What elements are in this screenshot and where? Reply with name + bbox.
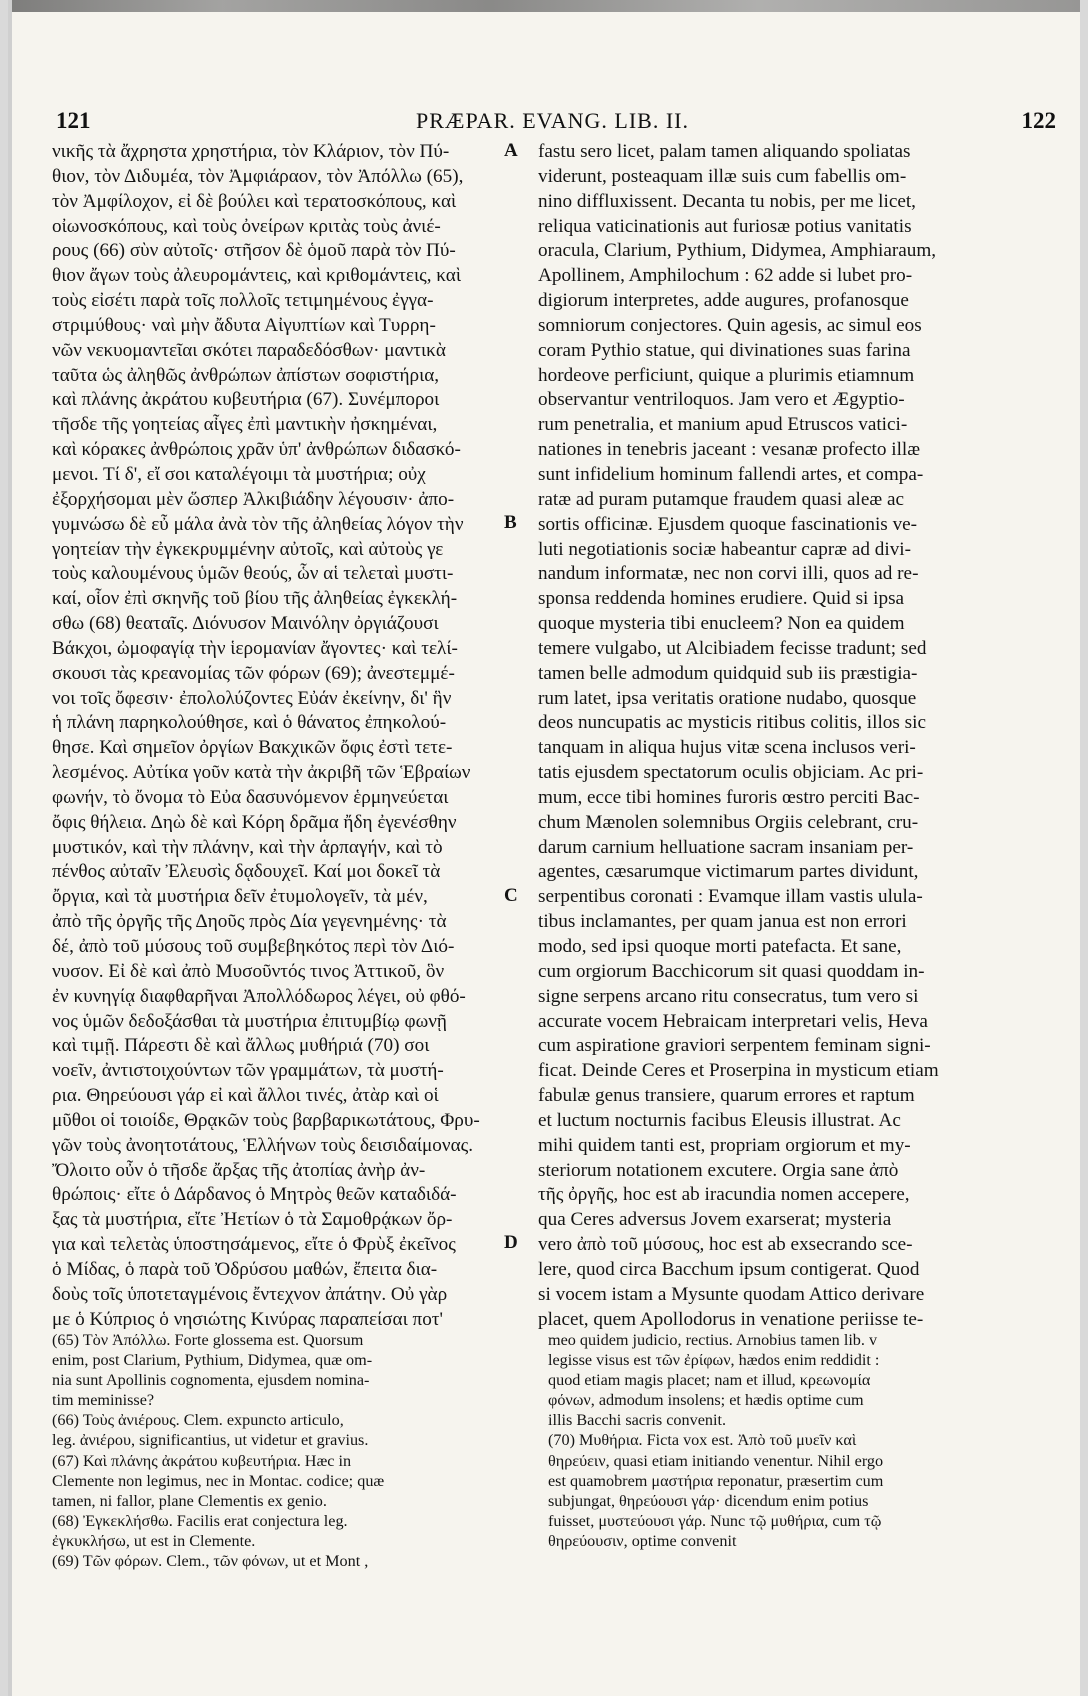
latin-text-line: sortis officinæ. Ejusdem quoque fascinationis ve- — [538, 513, 918, 535]
footnote-line: illis Bacchi sacris convenit. — [548, 1411, 727, 1430]
greek-text-line: ξας τὰ μυστήρια, εἴτε Ἠετίων ὁ τὰ Σαμοθρᾴκων ὄρ- — [52, 1209, 453, 1231]
greek-text-line: ἡ πλάνη παρηκολούθησε, καὶ ὁ θάνατος ἐπηκολού- — [52, 712, 447, 734]
latin-text-line: coram Pythio statue, qui divinationes suas farina — [538, 339, 911, 361]
footnote-line: (66) Τοὺς ἀνιέρους. Clem. expuncto articulo, — [52, 1411, 344, 1430]
greek-text-line: για καὶ τελετὰς ὑποστησάμενος, εἴτε ὁ Φρὺξ ἐκεῖνος — [52, 1234, 456, 1256]
greek-text-line: γυμνώσω δὲ εὖ μάλα ἀνὰ τὸν τῆς ἀληθείας λόγον τὴν — [52, 513, 464, 535]
latin-text-line: lere, quod circa Bacchum ipsum contigerat. Quod — [538, 1258, 920, 1280]
page-number-right: 122 — [1021, 108, 1056, 133]
footnote-line: θηρεύειν, quasi etiam initiando venentur. Nihil ergo — [548, 1451, 884, 1470]
greek-text-line: γοητείαν τὴν ἐγκεκρυμμένην αὐτοῖς, καὶ αὐτοὺς γε — [52, 538, 444, 560]
latin-text-line: rum latet, ipsa veritatis oratione nudabo, quosque — [538, 687, 917, 709]
footnote-line: leg. ἀνιέρου, significantius, ut videtur et gravius. — [52, 1431, 369, 1450]
section-marker-b: B — [504, 512, 517, 533]
footnote-line: (68) Ἐγκεκλήσθω. Facilis erat conjectura leg. — [52, 1511, 348, 1530]
latin-text-line: τῆς ὀργῆς, hoc est ab iracundia nomen accepere, — [538, 1184, 910, 1206]
footnote-line: fuisset, μυστεύουσι γάρ. Nunc τῷ μυθήρια, cum τῷ — [548, 1511, 882, 1530]
greek-text-line: με ὁ Κύπριος ὁ νησιώτης Κινύρας παραπείσαι ποτ' — [52, 1308, 443, 1330]
greek-text-line: νος ὑμῶν δεδοξάσθαι τὰ μυστήρια ἐπιτυμβίῳ φωνῇ — [52, 1010, 447, 1032]
footnote-line: Clemente non legimus, nec in Montac. codice; quæ — [52, 1471, 385, 1490]
greek-text-line: καὶ κόρακες ἀνθρώποις χρᾶν ὑπ' ἀνθρώπων διδασκό- — [52, 439, 461, 461]
footnote-line: (69) Τῶν φόρων. Clem., τῶν φόνων, ut et Mont , — [52, 1552, 369, 1571]
greek-text-line: λεσμένος. Αὐτίκα γοῦν κατὰ τὴν ἀκριβῆ τῶν Ἑβραίων — [52, 762, 471, 784]
footnote-line: tamen, ni fallor, plane Clementis ex genio. — [52, 1491, 327, 1510]
page-number-left: 121 — [56, 108, 91, 133]
latin-text-line: si vocem istam a Mysunte quodam Attico derivare — [538, 1283, 925, 1305]
footnote-line: θηρεύουσιν, optime convenit — [548, 1531, 737, 1550]
page-header — [56, 108, 1056, 138]
latin-text-line: rum penetralia, et manium apud Etruscos vatici- — [538, 414, 908, 436]
footnote-line: φόνων, admodum insolens; et hædis optime cum — [548, 1391, 864, 1410]
latin-text-line: agentes, cæsarumque victimarum partes dividunt, — [538, 861, 919, 883]
latin-text-line: ficat. Deinde Ceres et Proserpina in mysticum etiam — [538, 1060, 939, 1082]
latin-text-line: temere vulgabo, ut Alcibiadem fecisse tradunt; sed — [538, 637, 927, 659]
greek-text-line: πένθος αὐταῖν Ἐλευσὶς δᾳδουχεῖ. Καί μοι δοκεῖ τὰ — [52, 861, 441, 883]
footnote-line: enim, post Clarium, Pythium, Didymea, quæ om- — [52, 1351, 373, 1370]
latin-text-line: hordeove perficiunt, quique a plurimis etiamnum — [538, 364, 915, 386]
greek-text-line: μυστικόν, καὶ τὴν πλάνην, καὶ τὴν ἁρπαγήν, καὶ τὸ — [52, 836, 443, 858]
greek-text-line: ἐν κυνηγίᾳ διαφθαρῆναι Ἀπολλόδωρος λέγει, οὐ φθό- — [52, 985, 466, 1007]
footnote-line: (70) Μυθήρια. Ficta vox est. Ἀπὸ τοῦ μυεῖν καὶ — [548, 1431, 857, 1450]
latin-text-line: fastu sero licet, palam tamen aliquando spoliatas — [538, 141, 911, 162]
greek-text-line: οἰωνοσκόπους, καὶ τοὺς ὀνείρων κριτὰς τοὺς ἀνιέ- — [52, 215, 441, 237]
greek-text-line: σκουσι τὰς κρεανομίας τῶν φόρων (69); ἀνεστεμμέ- — [52, 662, 455, 684]
latin-text-line: viderunt, posteaquam illæ suis cum fabellis om- — [538, 165, 907, 187]
latin-text-line: serpentibus coronati : Evamque illam vastis ulula- — [538, 886, 923, 908]
greek-text-line: δέ, ἀπὸ τοῦ μύσους τοῦ συμβεβηκότος περὶ τὸν Διό- — [52, 936, 455, 957]
greek-text-line: καί, οἷον ἐπὶ σκηνῆς τοῦ βίου τῆς ἀληθείας ἐγκεκλή- — [52, 588, 458, 610]
latin-text-line: cum orgiorum Bacchicorum sit quasi quoddam in- — [538, 960, 925, 982]
latin-text-line: fabulæ genus transiere, quarum errores et raptum — [538, 1085, 915, 1107]
greek-text-line: φωνήν, τὸ ὄνομα τὸ Εὐα δασυνόμενον ἑρμηνεύεται — [52, 786, 449, 808]
footnote-line: (65) Τὸν Ἀπόλλω. Forte glossema est. Quorsum — [52, 1331, 364, 1349]
latin-text-line: quoque mysteria tibi enucleem? Non ea quidem — [538, 613, 905, 635]
footnote-line: nia sunt Apollinis cognomenta, ejusdem nomina- — [52, 1371, 370, 1390]
greek-text-line: τῆσδε τῆς γοητείας αἶγες ἐπὶ μαντικὴν ἠσκημέναι, — [52, 414, 438, 436]
latin-text-line: sunt infidelium hominum fallendi artes, et compa- — [538, 463, 924, 485]
greek-text-line: νοεῖν, ἀντιστοιχούντων τῶν γραμμάτων, τὰ μυστή- — [52, 1060, 444, 1082]
greek-text-line: καὶ πλάνης ἀκράτου κυβευτήρια (67). Συνέμποροι — [52, 389, 440, 411]
footnote-line: est quamobrem μαστήρια reponatur, præsertim cum — [548, 1471, 884, 1490]
footnote-line: tim meminisse? — [52, 1391, 155, 1410]
greek-text-line: ὄφις θήλεια. Δηὼ δὲ καὶ Κόρη δρᾶμα ἤδη ἐγενέσθην — [52, 811, 457, 833]
latin-text-line: darum carnium helluatione sacram insaniam per- — [538, 836, 914, 858]
book-page — [8, 0, 1080, 1696]
greek-text-line: τοὺς εἰσέτι παρὰ τοῖς πολλοῖς τετιμημένους ἐγγα- — [52, 290, 434, 312]
running-title: PRÆPAR. EVANG. LIB. II. — [416, 108, 689, 133]
latin-text-line: nino diffluxissent. Decanta tu nobis, per me licet, — [538, 190, 916, 212]
footnote-line: meo quidem judicio, rectius. Arnobius tamen lib. v — [548, 1331, 878, 1349]
latin-text-line: ratæ ad puram putamque fraudem quasi aleæ ac — [538, 488, 905, 510]
greek-text-line: ρια. Θηρεύουσι γάρ εἰ καὶ ἄλλοι τινές, ἀτὰρ καὶ οἱ — [52, 1085, 439, 1107]
latin-text-line: tibus inclamantes, per quam janua est non errori — [538, 911, 907, 933]
greek-text-line: Ὄλοιτο οὖν ὁ τῆσδε ἄρξας τῆς ἀτοπίας ἀνὴρ ἀν- — [52, 1159, 426, 1181]
latin-text-line: vero ἀπὸ τοῦ μύσους, hoc est ab exsecrando sce- — [538, 1234, 913, 1256]
greek-text-line: ἐξορχήσομαι μὲν ὥσπερ Ἀλκιβιάδην λέγουσιν· ἀπο- — [52, 488, 455, 510]
greek-text-line: Βάκχοι, ὠμοφαγίᾳ τὴν ἱερομανίαν ἄγοντες· καὶ τελί- — [52, 637, 458, 659]
scan-margin — [8, 0, 12, 1696]
footnote-line: quod etiam magis placet; nam et illud, κρεωνομία — [548, 1371, 871, 1390]
latin-column — [538, 140, 1053, 1333]
footnote-line: (67) Καὶ πλάνης ἀκράτου κυβευτήρια. Hæc in — [52, 1451, 352, 1470]
latin-text-line: et luctum nocturnis facibus Eleusis illustrat. Ac — [538, 1109, 901, 1131]
greek-text-line: τοὺς καλουμένους ὑμῶν θεούς, ὧν αἱ τελεταὶ μυστι- — [52, 563, 454, 585]
footnote-line: legisse visus est τῶν ἐρίφων, hædos enim reddidit : — [548, 1351, 880, 1370]
latin-text-line: sponsa reddenda homines erudiere. Quid si ipsa — [538, 588, 905, 610]
greek-text-line: θιον, τὸν Διδυμέα, τὸν Ἀμφιάραον, τὸν Ἀπόλλω (65), — [52, 165, 464, 187]
greek-text-line: μενοι. Τί δ', εἴ σοι καταλέγοιμι τὰ μυστήρια; οὐχ — [52, 463, 426, 485]
latin-text-line: cum aspiratione graviori serpentem feminam signi- — [538, 1035, 931, 1057]
scan-edge — [8, 0, 1080, 12]
latin-text-line: deos nuncupatis ac mysticis ritibus colitis, illos sic — [538, 712, 926, 734]
latin-text-line: mum, ecce tibi homines furoris œstro perciti Bac- — [538, 786, 920, 808]
greek-text-line: ρους (66) σὺν αὐτοῖς· στῆσον δὲ ὁμοῦ παρὰ τὸν Πύ- — [52, 240, 456, 262]
greek-text-line: ὄργια, καὶ τὰ μυστήρια δεῖν ἐτυμολογεῖν, τὰ μέν, — [52, 886, 428, 908]
greek-text-line: στριμύθους· ναὶ μὴν ἄδυτα Αἰγυπτίων καὶ Τυρρη- — [52, 314, 436, 336]
latin-text-line: tatis ejusdem spectatorum oculis objiciam. Ac pri- — [538, 762, 924, 784]
latin-text-line: reliqua vaticinationis aut furiosæ potius vanitatis — [538, 215, 912, 237]
footnote-line: subjungat, θηρεύουσι γάρ· dicendum enim potius — [548, 1491, 869, 1510]
latin-text-line: accurate vocem Hebraicam interpretari velis, Heva — [538, 1010, 928, 1032]
greek-text-line: νυσον. Εἰ δὲ καὶ ἀπὸ Μυσοῦντός τινος Ἀττικοῦ, ὃν — [52, 960, 445, 982]
latin-text-line: modo, sed ipsi quoque morti patefacta. Et sane, — [538, 936, 902, 957]
latin-text-line: steriorum notationem excutere. Orgia sane ἀπὸ — [538, 1159, 899, 1181]
greek-text-line: ὁ Μίδας, ὁ παρὰ τοῦ Ὀδρύσου μαθών, ἔπειτα δια- — [52, 1258, 438, 1280]
greek-text-line: νοι τοῖς ὄφεσιν· ἐπολολύζοντες Εὐάν ἐκείνην, δι' ἣν — [52, 687, 452, 709]
latin-text-line: somniorum conjectores. Quin agesis, ac simul eos — [538, 314, 922, 336]
footnote-line: ἐγκυκλήσω, ut est in Clemente. — [52, 1531, 256, 1550]
latin-text-line: observantur ventriloquos. Jam vero et Ægyptio- — [538, 389, 905, 411]
greek-text-line: νῶν νεκυομαντεῖαι σκότει παραδεδόσθων· μαντικὰ — [52, 339, 446, 361]
latin-text-line: luti negotiationis sociæ habeantur capræ ad divi- — [538, 538, 912, 560]
footnotes-left — [52, 1330, 528, 1571]
greek-text-line: καὶ τιμῇ. Πάρεστι δὲ καὶ ἄλλως μυθήριά (70) σοι — [52, 1035, 430, 1057]
latin-text-line: placet, quem Apollodorus in venatione periisse te- — [538, 1308, 924, 1330]
latin-text-line: tanquam in aliqua hujus vitæ scena inclusos veri- — [538, 737, 916, 759]
latin-text-line: qua Ceres adversus Jovem exarserat; mysteria — [538, 1209, 892, 1231]
latin-text-line: digiorum interpretes, adde augures, profanosque — [538, 290, 909, 312]
greek-text-line: ἀπὸ τῆς ὀργῆς τῆς Δηοῦς πρὸς Δία γεγενημένης· τὰ — [52, 911, 447, 933]
greek-text-line: θησε. Καὶ σημεῖον ὀργίων Βακχικῶν ὄφις ἐστὶ τετε- — [52, 737, 453, 759]
latin-text-line: mihi quidem tanti est, propriam orgiorum et my- — [538, 1134, 911, 1156]
section-marker-c: C — [504, 885, 518, 906]
greek-text-line: θιον ἄγων τοὺς ἀλευρομάντεις, καὶ κριθομάντεις, καὶ — [52, 265, 462, 287]
greek-text-line: μῦθοι οἱ τοιοίδε, Θρᾳκῶν τοὺς βαρβαρικωτάτους, Φρυ- — [52, 1109, 480, 1131]
latin-text-line: chum Mænolen solemnibus Orgiis celebrant, cru- — [538, 811, 919, 833]
latin-text-line: Apollinem, Amphilochum : 62 adde si lubet pro- — [538, 265, 913, 287]
greek-text-line: τὸν Ἀμφίλοχον, εἰ δὲ βούλει καὶ τερατοσκόπους, καὶ — [52, 190, 457, 212]
latin-text-line: oracula, Clarium, Pythium, Didymea, Amphiaraum, — [538, 240, 937, 262]
section-marker-a: A — [504, 140, 518, 161]
greek-text-line: νικῆς τὰ ἄχρηστα χρηστήρια, τὸν Κλάριον, τὸν Πύ- — [52, 141, 450, 162]
greek-text-line: θρώποις· εἴτε ὁ Δάρδανος ὁ Μητρὸς θεῶν καταδιδά- — [52, 1184, 457, 1206]
greek-column — [52, 140, 530, 1333]
greek-text-line: σθω (68) θεαταῖς. Διόνυσον Μαινόλην ὀργιάζουσι — [52, 613, 439, 635]
section-marker-d: D — [504, 1232, 518, 1253]
latin-text-line: signe serpens arcano ritu consecratus, tum vero si — [538, 985, 919, 1007]
greek-text-line: δοὺς τοῖς ὑποτεταγμένοις ἔντεχνον ἀπάτην. Οὐ γὰρ — [52, 1283, 448, 1305]
greek-text-line: γῶν τοὺς ἀνοητοτάτους, Ἑλλήνων τοὺς δεισιδαίμονας. — [52, 1134, 474, 1156]
latin-text-line: nandum informatæ, nec non corvi illi, quos ad re- — [538, 563, 919, 585]
latin-text-line: tamen belle admodum quidquid sub iis præstigia- — [538, 662, 918, 684]
greek-text-line: ταῦτα ὡς ἀληθῶς ἀνθρώπων ἀπίστων σοφιστήρια, — [52, 364, 440, 386]
latin-text-line: nationes in tenebris jaceant : vesanæ profecto illæ — [538, 439, 921, 461]
footnotes-right — [548, 1330, 1056, 1551]
